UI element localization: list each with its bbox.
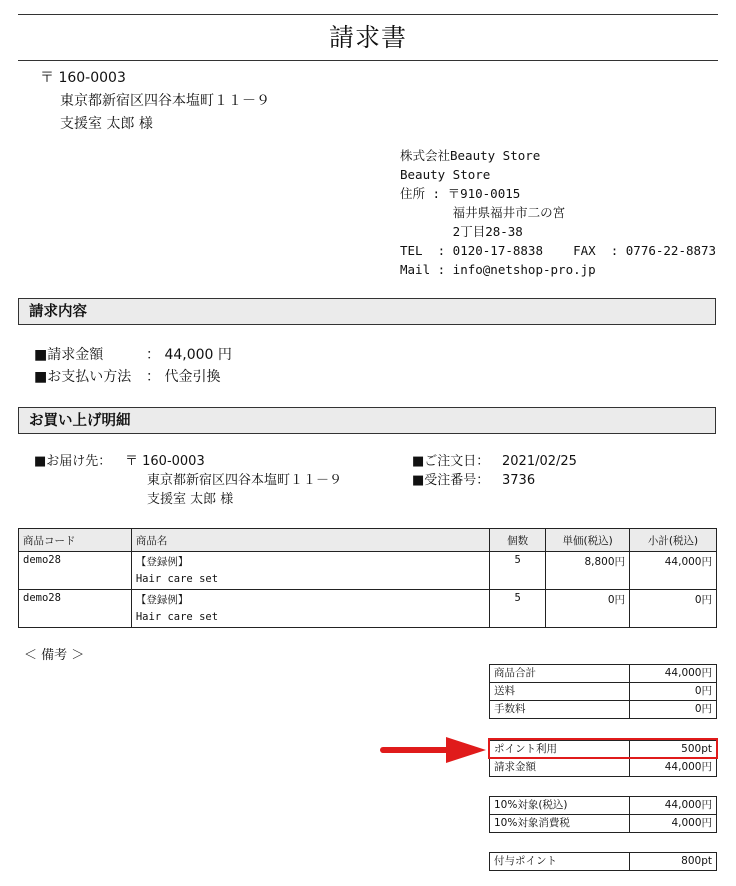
- header-unit-price: 単価(税込): [546, 529, 630, 552]
- shop-address-line2: 福井県福井市二の宮: [400, 205, 566, 220]
- goods-total-label: 商品合計: [490, 665, 630, 683]
- recipient-postal: 〒 160-0003: [40, 70, 126, 86]
- recipient-address: 東京都新宿区四谷本塩町１１－９: [60, 93, 270, 109]
- shipping-label: 送料: [490, 683, 630, 701]
- billing-amount-row: [34, 344, 232, 366]
- shop-info: [400, 146, 716, 279]
- item-name-line2: Hair care set: [135, 611, 219, 623]
- item-code: demo28: [19, 590, 132, 628]
- goods-total-value: 44,000円: [630, 665, 717, 683]
- shipping-row: [490, 683, 717, 701]
- items-table-header: [19, 529, 717, 552]
- totals-group-4: [489, 852, 717, 871]
- tax10-target-label: 10%対象(税込): [490, 797, 630, 815]
- delivery-name: 支援室 太郎 様: [147, 492, 234, 507]
- table-row: [19, 590, 717, 628]
- item-name-line1: 【登録例】: [135, 594, 189, 606]
- order-number-label: ■受注番号：: [412, 473, 490, 488]
- item-name: [131, 552, 489, 590]
- tax10-target-value: 44,000円: [630, 797, 717, 815]
- points-used-label: ポイント利用: [490, 741, 630, 759]
- header-code: 商品コード: [19, 529, 132, 552]
- item-unit-price: 0円: [546, 590, 630, 628]
- billing-amount-value: ： 44,000 円: [146, 347, 232, 363]
- totals-group-1: [489, 664, 717, 719]
- page-title: 請求書: [328, 23, 407, 52]
- tax10-target-row: [490, 797, 717, 815]
- shipping-value: 0円: [630, 683, 717, 701]
- shop-mail: Mail : info@netshop-pro.jp: [400, 262, 596, 277]
- delivery-label: ■お届け先：: [34, 454, 112, 469]
- payment-method-label: ■お支払い方法: [34, 369, 132, 385]
- billing-total-value: 44,000円: [630, 759, 717, 777]
- item-name-line1: 【登録例】: [135, 556, 189, 568]
- item-unit-price: 8,800円: [546, 552, 630, 590]
- tax10-row: [490, 815, 717, 833]
- shop-address-line3: 2丁目28-38: [400, 224, 523, 239]
- points-granted-label: 付与ポイント: [490, 853, 630, 871]
- tax10-label: 10%対象消費税: [490, 815, 630, 833]
- totals-group-3: [489, 796, 717, 833]
- order-date: 2021/02/25: [502, 454, 577, 469]
- item-name-line2: Hair care set: [135, 573, 219, 585]
- tax10-value: 4,000円: [630, 815, 717, 833]
- payment-method-row: [34, 366, 232, 388]
- billing-summary: [34, 344, 232, 388]
- section-details-header: お買い上げ明細: [18, 407, 716, 434]
- shop-brand: Beauty Store: [400, 167, 491, 182]
- billing-total-label: 請求金額: [490, 759, 630, 777]
- delivery-postal: 〒 160-0003: [125, 454, 205, 469]
- shop-address-line1: 住所 : 〒910-0015: [400, 186, 521, 201]
- header-qty: 個数: [490, 529, 546, 552]
- fee-value: 0円: [630, 701, 717, 719]
- title-rule: [18, 60, 718, 61]
- item-name: [131, 590, 489, 628]
- recipient-name: 支援室 太郎 様: [60, 116, 153, 132]
- points-granted-value: 800pt: [630, 853, 717, 871]
- top-rule: [18, 14, 718, 15]
- item-subtotal: 44,000円: [630, 552, 717, 590]
- item-subtotal: 0円: [630, 590, 717, 628]
- highlight-box: [488, 738, 718, 759]
- arrow-right-icon: [376, 734, 488, 766]
- shop-contact: TEL : 0120-17-8838 FAX : 0776-22-8873: [400, 243, 717, 258]
- item-code: demo28: [19, 552, 132, 590]
- fee-label: 手数料: [490, 701, 630, 719]
- order-number: 3736: [502, 473, 536, 488]
- fee-row: [490, 701, 717, 719]
- delivery-address: 東京都新宿区四谷本塩町１１－９: [147, 473, 343, 488]
- billing-total-row: [490, 759, 717, 777]
- section-billing-header: 請求内容: [18, 298, 716, 325]
- payment-method-value: ： 代金引換: [146, 369, 221, 385]
- items-table: [18, 528, 717, 628]
- remarks-label: ＜ 備考 ＞: [24, 648, 85, 663]
- item-qty: 5: [490, 552, 546, 590]
- order-date-label: ■ご注文日：: [412, 454, 490, 469]
- shop-company: 株式会社Beauty Store: [400, 148, 541, 163]
- goods-total-row: [490, 665, 717, 683]
- points-used-value: 500pt: [630, 741, 717, 759]
- item-qty: 5: [490, 590, 546, 628]
- header-subtotal: 小計(税込): [630, 529, 717, 552]
- points-granted-row: [490, 853, 717, 871]
- billing-amount-label: ■請求金額: [34, 347, 104, 363]
- header-name: 商品名: [131, 529, 489, 552]
- table-row: [19, 552, 717, 590]
